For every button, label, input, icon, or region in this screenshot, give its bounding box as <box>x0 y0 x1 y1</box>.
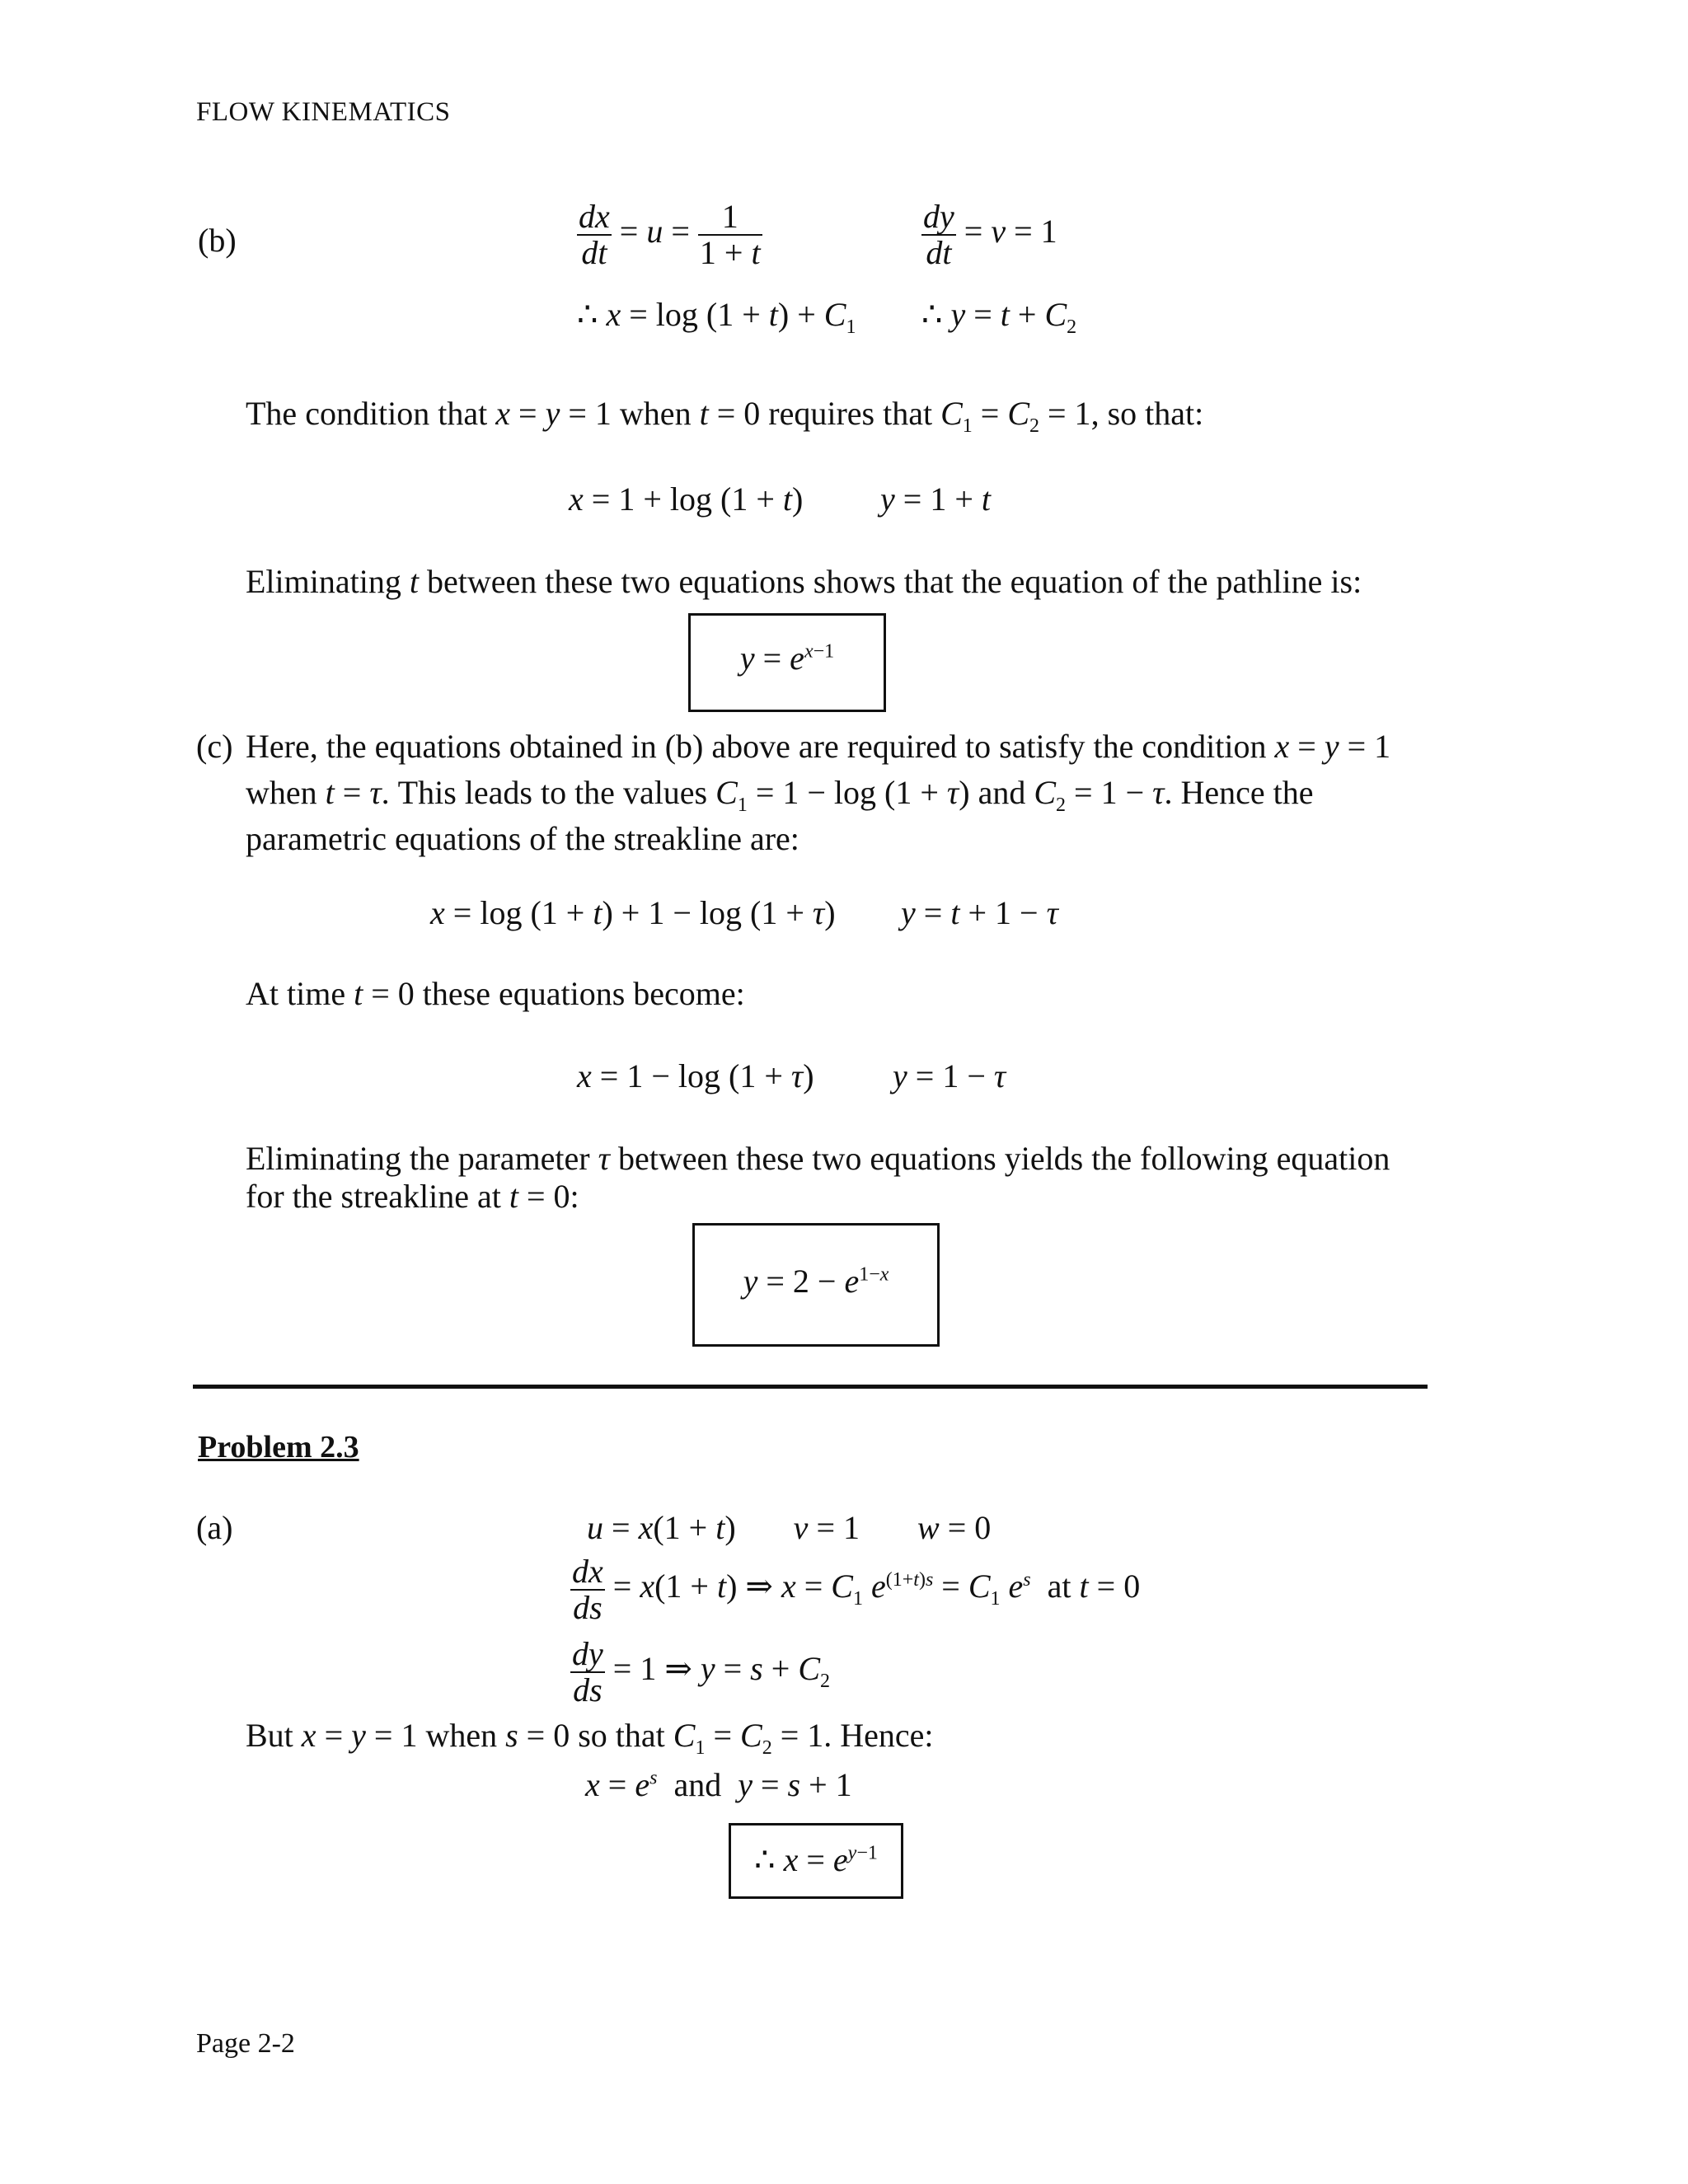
equation-streakline-y: y = t + 1 − τ <box>901 894 1058 931</box>
streakline-result-box: $y = 2 - e^{1-x}$ <box>692 1223 940 1347</box>
equation-y-solution: y = 1 + t <box>880 480 992 518</box>
pathline-result-box: $y = e^{x-1}$ <box>688 613 886 712</box>
streakline-elim-line2: for the streakline at t = 0: <box>246 1178 579 1215</box>
running-header: FLOW KINEMATICS <box>196 97 451 127</box>
streamline-result-box: ∴ $x = e^{y-1}$ <box>729 1823 903 1899</box>
part-c-line3: parametric equations of the streakline are: <box>246 820 799 857</box>
page-number: Page 2-2 <box>196 2028 295 2059</box>
equation-x-integral: ∴ $x = \log (1 + t) + C_1$ <box>577 296 856 338</box>
equation-dx-ds: $\frac{dx}{ds}$ = x(1 + t) ⇒ $x = C_1$ $e^{(1+t)s} = C_1$ $e^s$ at t = 0 <box>572 1553 1141 1626</box>
part-c-line2: when t = τ. This leads to the values $C_1 = 1 - \log (1 + \tau)$ and $C_2 = 1 - \tau$. Hence the <box>246 774 1314 816</box>
initial-condition-line: But x = y = 1 when s = 0 so that $C_1 = C_2 = 1$. Hence: <box>246 1717 934 1759</box>
at-time-paragraph: At time t = 0 these equations become: <box>246 975 745 1012</box>
part-c-line1: Here, the equations obtained in (b) above are required to satisfy the condition x = y = 1 <box>246 728 1391 765</box>
eliminating-paragraph: Eliminating t between these two equations shows that the equation of the pathline is: <box>246 563 1362 600</box>
problem-part-a-label: (a) <box>196 1509 233 1546</box>
condition-paragraph: The condition that x = y = 1 when t = 0 requires that $C_1 = C_2 = 1$, so that: <box>246 395 1204 437</box>
velocity-components: u = x(1 + t) v = 1 w = 0 <box>587 1509 992 1546</box>
equation-streakline-x: x = log (1 + t) + 1 − log (1 + τ) <box>430 894 836 931</box>
equation-dy-ds: $\frac{dy}{ds}$ = 1 ⇒ $y = s + C_2$ <box>572 1635 830 1708</box>
streakline-elim-line1: Eliminating the parameter τ between these two equations yields the following equation <box>246 1140 1390 1177</box>
equation-dy-dt: $\frac{dy}{dt}$ = v = 1 <box>923 198 1057 271</box>
equation-x-y-in-s: $x = e^s$ and y = s + 1 <box>585 1766 852 1803</box>
equation-y-integral: ∴ $y = t + C_2$ <box>921 296 1077 338</box>
equation-dx-dt: $\frac{dx}{dt}$ = u = $\frac{1}{1 + t}$ <box>579 198 761 271</box>
equation-y-at-t0: y = 1 − τ <box>893 1057 1006 1094</box>
equation-x-solution: x = 1 + log (1 + t) <box>569 480 804 518</box>
part-b-label: (b) <box>198 222 237 259</box>
equation-x-at-t0: x = 1 − log (1 + τ) <box>577 1057 814 1094</box>
part-c-label: (c) <box>196 728 233 765</box>
problem-title: Problem 2.3 <box>198 1430 359 1465</box>
section-divider <box>193 1385 1428 1389</box>
